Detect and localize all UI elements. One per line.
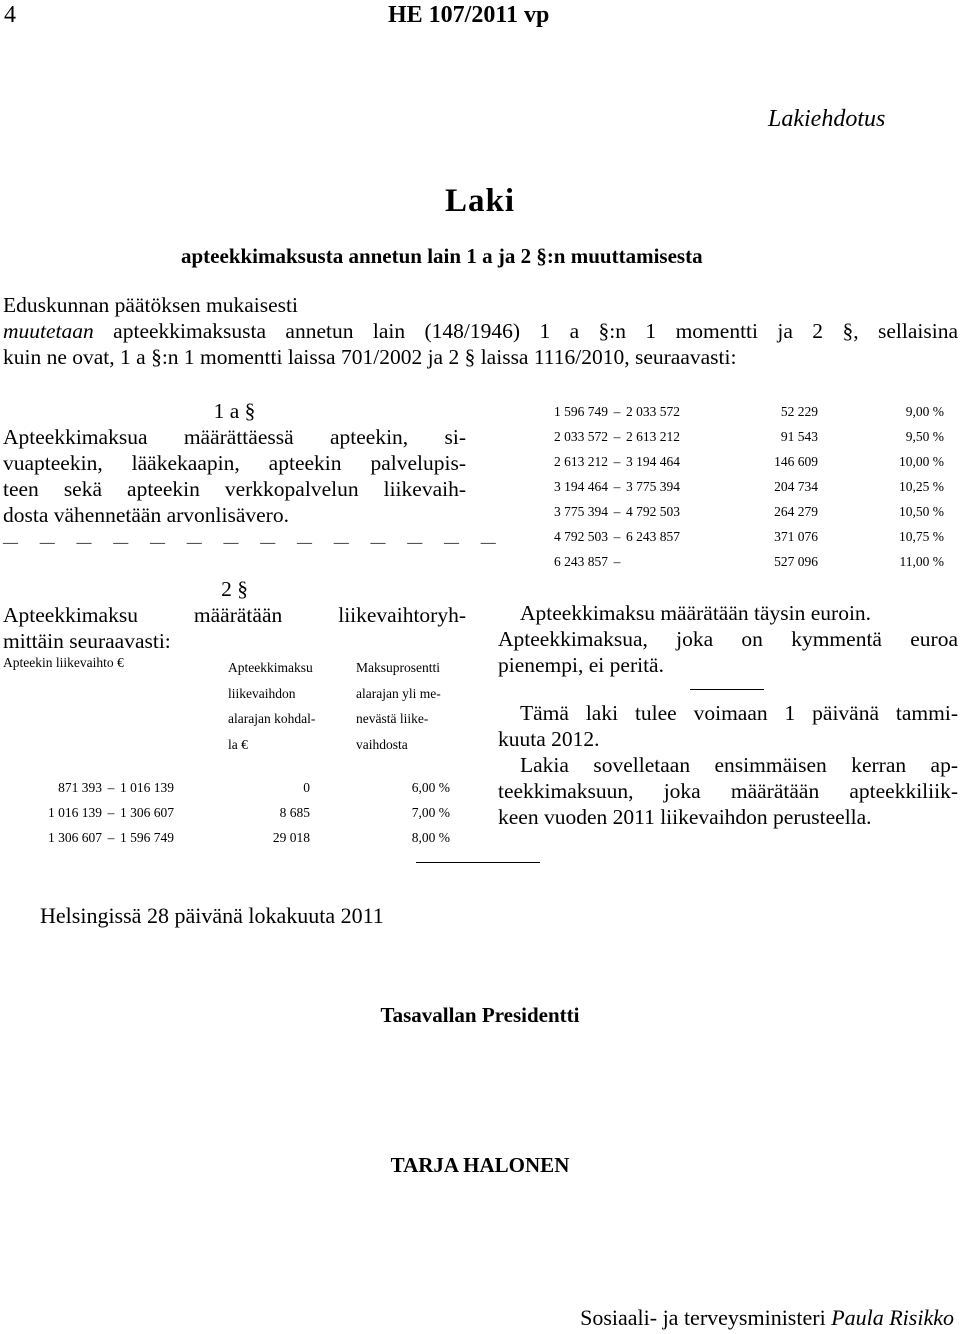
omission-mark: — — — — — — — — — — — — — — (3, 535, 505, 551)
entry-into-force (498, 700, 958, 830)
page-number: 4 (4, 2, 16, 28)
section-1a-heading: 1 a § (213, 399, 256, 423)
section-1a-line: vuapteekin, lääkekaapin, apteekin palvelupis- (3, 451, 466, 475)
turnover-to (626, 549, 706, 574)
section-1a-line: Apteekkimaksua määrättäessä apteekin, si- (3, 425, 466, 449)
turnover-from: 1 306 607 (48, 829, 102, 845)
section-2-line: mittäin seuraavasti: (3, 629, 171, 653)
table-header-fee-line: alarajan kohdal- (228, 711, 316, 726)
enacting-line-2 (3, 318, 958, 344)
table-header-fee-line: la € (228, 736, 248, 752)
fee-minimum-line: pienempi, ei peritä. (498, 653, 664, 677)
president-title: Tasavallan Presidentti (380, 1003, 580, 1027)
fee-amount: 91 543 (780, 428, 818, 444)
table-row (40, 825, 450, 850)
turnover-from: 2 613 212 (554, 453, 608, 469)
fee-minimum-line: Apteekkimaksua, joka on kymmentä euroa (498, 627, 958, 651)
range-dash: – (613, 453, 621, 469)
document-id: HE 107/2011 vp (388, 2, 550, 28)
turnover-to: 2 613 212 (626, 428, 680, 444)
table-header-rate-line: Maksuprosentti (356, 660, 440, 675)
turnover-to: 3 194 464 (626, 453, 680, 469)
table-row (536, 449, 944, 474)
turnover-from: 1 596 749 (554, 403, 608, 419)
turnover-from: 3 775 394 (554, 503, 608, 519)
table-row (40, 775, 450, 800)
application-line: teekkimaksuun, joka määrätään apteekkiliik- (498, 779, 958, 803)
table-row (536, 424, 944, 449)
range-dash: – (107, 829, 115, 845)
table-header-fee-line: liikevaihdon (228, 685, 296, 701)
table-row (536, 549, 944, 574)
fee-rate: 6,00 % (411, 779, 450, 795)
turnover-to: 1 596 749 (120, 829, 174, 845)
table-header-rate-line: alarajan yli me- (356, 685, 441, 701)
section-2 (3, 576, 466, 654)
range-dash: – (613, 503, 621, 519)
turnover-to: 4 792 503 (626, 503, 680, 519)
fee-amount: 371 076 (774, 528, 818, 544)
turnover-from: 4 792 503 (554, 528, 608, 544)
fee-table-right (536, 399, 944, 574)
fee-amount: 264 279 (774, 503, 818, 519)
entry-into-force-line: Tämä laki tulee voimaan 1 päivänä tammi- (520, 701, 958, 725)
table-row (536, 499, 944, 524)
fee-amount: 0 (303, 779, 310, 795)
fee-rate: 10,50 % (899, 503, 944, 519)
proposal-label: Lakiehdotus (768, 106, 886, 132)
application-line: Lakia sovelletaan ensimmäisen kerran ap- (520, 753, 958, 777)
fee-rate: 7,00 % (411, 804, 450, 820)
table-row (536, 399, 944, 424)
place-date: Helsingissä 28 päivänä lokakuuta 2011 (40, 903, 384, 928)
minister-name: Paula Risikko (831, 1305, 954, 1330)
fee-amount: 29 018 (272, 829, 310, 845)
turnover-from: 6 243 857 (554, 553, 608, 569)
table-header-fee (228, 655, 315, 757)
turnover-from: 2 033 572 (554, 428, 608, 444)
section-end-line (690, 689, 764, 690)
turnover-from: 871 393 (58, 779, 102, 795)
fee-amount: 527 096 (774, 553, 818, 569)
fee-table-left (40, 775, 450, 850)
turnover-to: 1 306 607 (120, 804, 174, 820)
section-1a (3, 398, 505, 556)
president-name: TARJA HALONEN (390, 1153, 570, 1177)
section-2-continued (498, 600, 958, 678)
turnover-to: 1 016 139 (120, 779, 174, 795)
fee-rate: 10,75 % (899, 528, 944, 544)
table-row (536, 524, 944, 549)
table-row (40, 800, 450, 825)
entry-into-force-line: kuuta 2012. (498, 727, 600, 751)
table-header-rate-line: nevästä liike- (356, 711, 429, 726)
section-2-line: Apteekkimaksu määrätään liikevaihtoryh- (3, 603, 466, 627)
range-dash: – (107, 779, 115, 795)
fee-rate: 11,00 % (899, 553, 944, 569)
turnover-to: 3 775 394 (626, 478, 680, 494)
fee-rate: 10,00 % (899, 453, 944, 469)
table-header-rate (356, 655, 441, 757)
table-header-turnover: Apteekin liikevaihto € (3, 655, 124, 670)
section-1a-line: dosta vähennetään arvonlisävero. (3, 503, 289, 527)
fee-rate: 8,00 % (411, 829, 450, 845)
turnover-to: 2 033 572 (626, 403, 680, 419)
range-dash: – (613, 553, 621, 569)
section-2-heading: 2 § (221, 577, 248, 601)
enacting-line-1: Eduskunnan päätöksen mukaisesti (3, 293, 298, 317)
range-dash: – (107, 804, 115, 820)
range-dash: – (613, 528, 621, 544)
enacting-line-3: kuin ne ovat, 1 a §:n 1 momentti laissa 701/2002 ja 2 § laissa 1116/2010, seuraavasti: (3, 345, 737, 369)
minister-signature (580, 1305, 954, 1331)
fee-rate: 9,00 % (905, 403, 944, 419)
fee-rounding-line: Apteekkimaksu määrätään täysin euroin. (520, 601, 872, 625)
range-dash: – (613, 478, 621, 494)
table-header-fee-line: Apteekkimaksu (228, 660, 313, 675)
closing-line (416, 862, 540, 863)
fee-amount: 8 685 (279, 804, 310, 820)
table-header-rate-line: vaihdosta (356, 736, 408, 752)
fee-amount: 52 229 (780, 403, 818, 419)
enacting-keyword: muutetaan (3, 319, 94, 343)
enacting-line-2-rest: apteekkimaksusta annetun lain (148/1946) 1 a §:n 1 momentti ja 2 §, sellaisina (93, 319, 958, 343)
section-1a-line: teen sekä apteekin verkkopalvelun liikevaih- (3, 477, 466, 501)
fee-amount: 204 734 (774, 478, 818, 494)
turnover-to: 6 243 857 (626, 528, 680, 544)
fee-rate: 10,25 % (899, 478, 944, 494)
range-dash: – (613, 428, 621, 444)
enacting-clause (3, 292, 958, 370)
fee-rate: 9,50 % (905, 428, 944, 444)
minister-title: Sosiaali- ja terveysministeri (580, 1305, 826, 1330)
range-dash: – (613, 403, 621, 419)
turnover-from: 3 194 464 (554, 478, 608, 494)
fee-amount: 146 609 (774, 453, 818, 469)
application-line: keen vuoden 2011 liikevaihdon perusteella. (498, 805, 872, 829)
law-subtitle: apteekkimaksusta annetun lain 1 a ja 2 §:n muuttamisesta (181, 244, 703, 268)
turnover-from: 1 016 139 (48, 804, 102, 820)
table-row (536, 474, 944, 499)
law-title: Laki (444, 183, 516, 219)
